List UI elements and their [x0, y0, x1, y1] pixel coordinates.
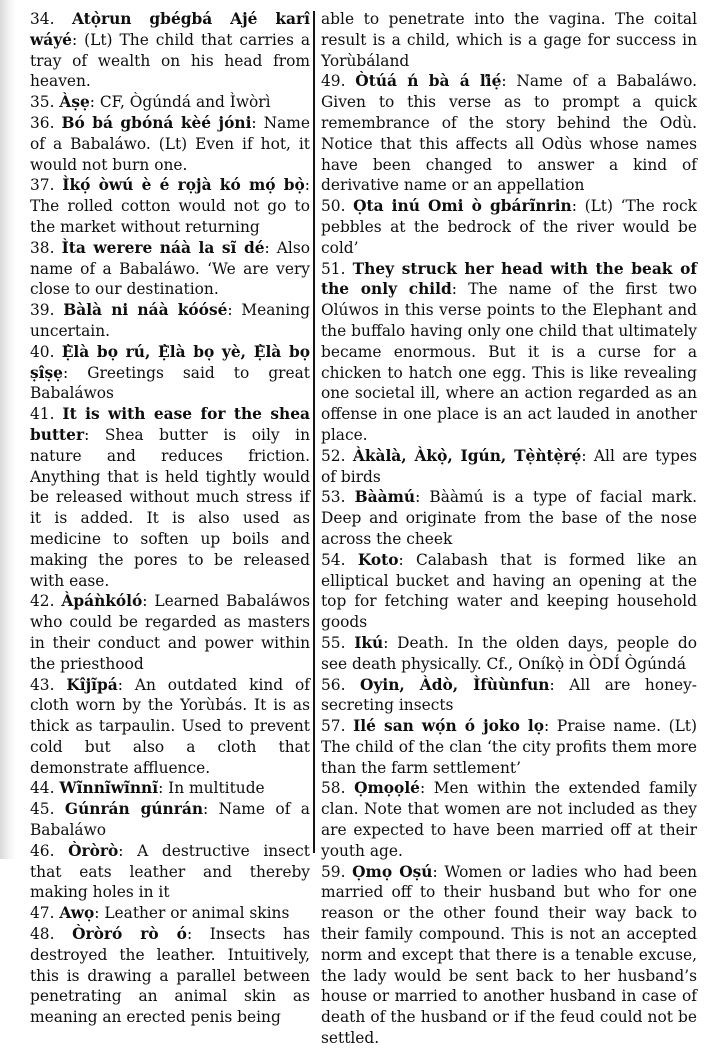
entry-separator: : — [398, 550, 404, 569]
entry-number: 41. — [30, 405, 55, 424]
glossary-entry — [30, 175, 310, 237]
entry-number: 56. — [321, 675, 346, 694]
glossary-entry — [30, 591, 310, 674]
entry-text: Learned Babaláwos who could be regarded as masters in their conduct and power within the priesthood — [30, 592, 310, 673]
entry-separator: : — [158, 779, 164, 798]
entry-number: 50. — [321, 197, 346, 216]
entry-term: Òròrò — [68, 841, 119, 860]
entry-separator: : — [419, 779, 426, 798]
entry-number: 52. — [321, 446, 346, 465]
entry-number: 49. — [321, 72, 346, 91]
entry-term: Ìkọ́ òwú è é rọjà kó mọ́ bọ̀ — [62, 176, 305, 195]
entry-text: Meaning uncertain. — [30, 301, 310, 340]
entry-continuation — [321, 9, 697, 71]
entry-number: 53. — [321, 488, 346, 507]
entry-text: The rolled cotton would not go to the market without returning — [30, 197, 310, 236]
glossary-entry — [321, 675, 697, 717]
entry-term: It is with ease for the shea butter — [30, 405, 310, 444]
entry-number: 58. — [321, 779, 346, 798]
entry-term: Ọmọ Oṣú — [352, 862, 433, 881]
entry-number: 46. — [30, 841, 55, 860]
entry-number: 48. — [30, 925, 55, 944]
entry-text: The name of the first two Olúwos in this verse points to the Elephant and the buffalo having only one child that ultimately became enormous. But it is a curse for a chicken to hatch one egg. This is like revealing one societal ill, where an action regarded as an offense in one place is an act lauded in another place. — [321, 280, 697, 444]
entry-term: Àṣẹ — [59, 93, 90, 112]
entry-number: 59. — [321, 862, 346, 881]
entry-separator: : — [142, 592, 148, 611]
glossary-entry — [321, 487, 697, 549]
glossary-entry — [30, 675, 310, 779]
entry-term: Bàlà ni náà kóósé — [63, 301, 228, 320]
entry-term: Kîjĩpá — [66, 675, 118, 694]
entry-text: Name of a Babaláwo. Given to this verse as to prompt a quick remembrance of the story behind the Odù. Notice that this affects all Odùs whose names have been changed to answer a kind of derivative name or an appellation — [321, 72, 697, 195]
entry-text: Praise name. (Lt) The child of the clan ‘the city profits them more than the farm settlement’ — [321, 717, 697, 777]
entry-separator: : — [383, 633, 389, 652]
glossary-entry — [321, 71, 697, 196]
entry-term: Bààmú — [354, 488, 416, 507]
glossary-entry — [321, 862, 697, 1049]
entry-text: In multitude — [168, 779, 265, 798]
entry-separator: : — [501, 72, 507, 91]
entry-separator: : — [264, 238, 270, 257]
entry-text: An outdated kind of cloth worn by the Yorùbás. It is as thick as tarpaulin. Used to prevent cold but also a cloth that demonstrate affluence. — [30, 675, 310, 777]
entry-text: able to penetrate into the vagina. The coital result is a child, which is a gage for success in Yorùbáland — [321, 10, 697, 70]
glossary-entry — [321, 196, 697, 258]
entry-term: Àkàlà, Àkọ̀, Igún, Tẹ̀ǹtẹ̀rẹ́ — [352, 446, 582, 465]
entry-separator: : — [227, 301, 233, 320]
entry-text: A destructive insect that eats leather and thereby making holes in it — [30, 841, 310, 902]
glossary-entry — [30, 924, 310, 1028]
entry-number: 39. — [30, 301, 55, 320]
entry-text: All are types of birds — [321, 446, 697, 486]
entry-term: Ilé san wọ́n ó joko lọ — [353, 717, 545, 736]
column-divider — [313, 11, 315, 853]
entry-number: 38. — [30, 238, 55, 257]
entry-text: Name of a Babaláwo — [30, 800, 310, 840]
entry-term: Oyin, Àdò, Ìfùùnfun — [360, 675, 550, 694]
entry-term: Atọ̀run gbégbá Ajé karî wáyé — [30, 10, 310, 49]
glossary-entry — [321, 633, 697, 675]
entry-separator: : — [432, 862, 438, 881]
entry-number: 54. — [321, 550, 346, 569]
entry-term: Ikú — [354, 633, 384, 652]
entry-text: Bààmú is a type of facial mark. Deep and originate from the base of the nose across the cheek — [321, 488, 697, 548]
entry-text: Death. In the olden days, people do see death physically. Cf., Oníkọ̀ in ÒDÍ Ògúndá — [321, 633, 697, 673]
entry-separator: : — [549, 675, 555, 694]
entry-term: Òròró rò ó — [72, 925, 187, 944]
entry-number: 34. — [30, 10, 55, 28]
entry-separator: : — [62, 363, 69, 382]
glossary-entry — [30, 903, 310, 924]
entry-separator: : — [186, 925, 193, 944]
entry-number: 37. — [30, 176, 55, 195]
page-edge-shadow — [0, 0, 16, 859]
glossary-entry — [30, 778, 310, 799]
glossary-entry — [30, 238, 310, 300]
entry-term: Koto — [357, 550, 399, 569]
entry-separator: : — [544, 717, 550, 736]
right-column — [321, 9, 697, 1048]
entry-term: Ẹ̀là bọ rú, Ẹ̀là bọ yè, Ẹ̀là bọ ṣîṣẹ — [30, 342, 310, 382]
entry-separator: : — [251, 113, 257, 132]
glossary-entry — [30, 841, 310, 903]
entry-number: 55. — [321, 633, 346, 652]
entry-separator: : — [117, 675, 123, 694]
entry-number: 47. — [30, 904, 55, 923]
entry-term: Bó bá gbóná kèé jóni — [61, 113, 252, 132]
entry-text: CF, Ògúndá and Ìwòrì — [99, 93, 271, 112]
glossary-entry — [30, 342, 310, 404]
glossary-entry — [30, 9, 310, 92]
entry-separator: : — [203, 800, 209, 819]
entry-text: Name of a Babaláwo. (Lt) Even if hot, it would not burn one. — [30, 113, 310, 174]
entry-separator: : — [71, 30, 78, 49]
entry-term: Awọ — [59, 904, 95, 923]
entry-number: 40. — [30, 342, 55, 361]
entry-text: Men within the extended family clan. Note that women are not included as they are expected to have been married off at their youth age. — [321, 779, 697, 860]
glossary-entry — [321, 259, 697, 446]
entry-separator: : — [581, 446, 587, 465]
glossary-entry — [30, 113, 310, 175]
glossary-entry — [30, 300, 310, 342]
entry-separator: : — [571, 197, 577, 216]
entry-term: Òtúá ń bà á ľiẹ́ — [355, 72, 502, 91]
entry-separator: : — [304, 176, 310, 195]
entry-text: (Lt) ‘The rock pebbles at the bedrock of the river would be cold’ — [321, 197, 697, 257]
entry-text: Insects has destroyed the leather. Intuitively, this is drawing a parallel between penetrating an animal skin as meaning an erected penis being — [30, 925, 310, 1027]
entry-separator: : — [451, 280, 457, 299]
entry-text: Women or ladies who had been married off to their husband but who for one reason or the other found their way back to their family compound. This is not an accepted norm and except that there is a tenable excuse, the lady would be sent back to her husband’s house or married to another husband in case of death of the husband or if the feud could not be settled. — [321, 862, 697, 1048]
glossary-entry — [30, 92, 310, 113]
entry-number: 35. — [30, 93, 55, 112]
entry-number: 45. — [30, 800, 55, 819]
glossary-entry — [321, 550, 697, 633]
entry-text: Greetings said to great Babaláwos — [30, 363, 310, 403]
entry-term: Ọmọọlé — [354, 779, 420, 798]
entry-separator: : — [94, 904, 100, 923]
entry-term: They struck her head with the beak of the only child — [321, 259, 697, 299]
glossary-entry — [321, 716, 697, 778]
left-column — [30, 9, 310, 1027]
glossary-entry — [30, 799, 310, 841]
entry-text: Leather or animal skins — [104, 904, 290, 923]
entry-number: 43. — [30, 675, 55, 694]
entry-text: All are honey-secreting insects — [321, 675, 697, 715]
entry-text: Also name of a Babaláwo. ‘We are very close to our destination. — [30, 238, 310, 299]
entry-separator: : — [89, 93, 95, 112]
entry-number: 36. — [30, 113, 55, 132]
glossary-entry — [30, 404, 310, 591]
glossary-entry — [321, 778, 697, 861]
entry-number: 42. — [30, 592, 55, 611]
entry-term: Ìta werere náà la sĩ dé — [61, 238, 265, 257]
entry-text: Calabash that is formed like an elliptical bucket and having an opening at the top for fetching water and keeping household goods — [321, 550, 697, 632]
entry-separator: : — [118, 841, 124, 860]
entry-term: Gúnrán gúnrán — [64, 800, 204, 819]
entry-number: 51. — [321, 259, 346, 278]
entry-separator: : — [84, 425, 90, 444]
entry-separator: : — [415, 488, 421, 507]
entry-term: Ọta inú Omi ò gbárĩnrin — [353, 197, 572, 216]
glossary-entry — [321, 446, 697, 488]
entry-term: Àpáǹkóló — [61, 592, 143, 611]
entry-number: 57. — [321, 717, 346, 736]
entry-term: Wĩnnĩwĩnnĩ — [59, 779, 159, 798]
entry-text: Shea butter is oily in nature and reduces friction. Anything that is held tightly would be released without much stress if it is added. It is also used as medicine to soften up boils and making the pores to be released with ease. — [30, 425, 310, 590]
entry-text: (Lt) The child that carries a tray of wealth on his head from heaven. — [30, 30, 310, 91]
entry-number: 44. — [30, 779, 55, 798]
